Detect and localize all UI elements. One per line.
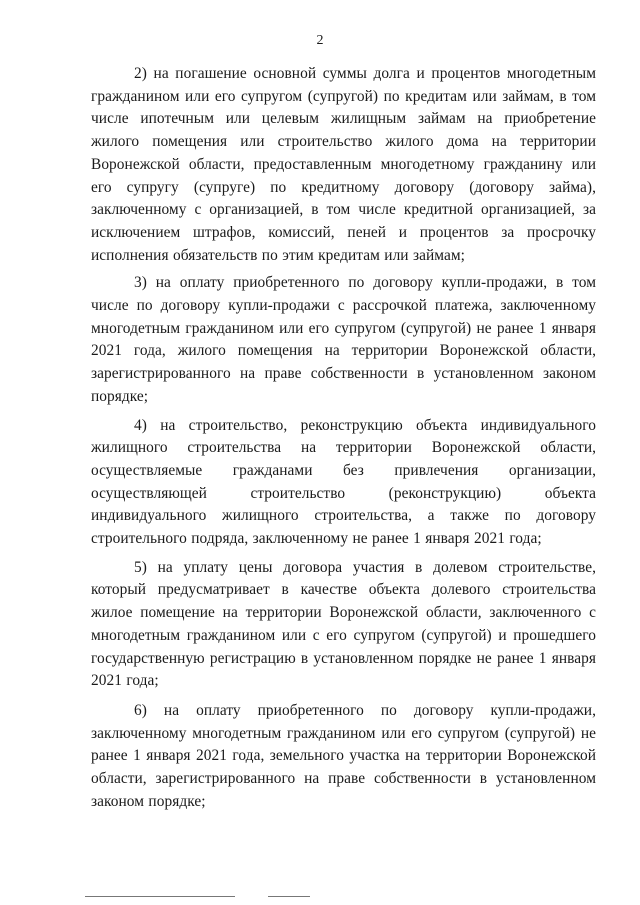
paragraph-item-4: 4) на строительство, реконструкцию объекта индивидуального жилищного строительства на территории Воронежской области, осуществляемые гражданами без привлечения организации, осуществляющей строительство (реконструкцию) объекта индивидуального жилищного строительства, а также по договору строительного подряда, заключенному не ранее 1 января 2021 года;	[91, 416, 596, 548]
footer-divider-short	[268, 896, 310, 897]
paragraph-item-3: 3) на оплату приобретенного по договору купли-продажи, в том числе по договору купли-продажи с рассрочкой платежа, заключенному многодетным гражданином или его супругом (супругой) не ранее 1 января 2021 года, жилого помещения на территории Воронежской области, зарегистрированного на праве собственности в установленном законом порядке;	[91, 274, 596, 405]
footer-divider	[85, 896, 235, 897]
paragraph-item-2: 2) на погашение основной суммы долга и процентов многодетным гражданином или его супругом (супругой) по кредитам или займам, в том числе ипотечным или целевым жилищным займам на приобретение жилого помещения или строительство жилого дома на территории Воронежской области, предоставленным многодетному гражданину или его супругу (супруге) по кредитному договору (договору займа), заключенному с организацией, в том числе кредитной организацией, за исключением штрафов, комиссий, пеней и процентов за просрочку исполнения обязательств по этим кредитам или займам;	[91, 65, 596, 264]
page-number: 2	[316, 33, 324, 48]
paragraph-item-6: 6) на оплату приобретенного по договору купли-продажи, заключенному многодетным гражданином или его супругом (супругой) не ранее 1 января 2021 года, земельного участка на территории Воронежской области, зарегистрированного на праве собственности в установленном законом порядке;	[91, 701, 596, 810]
paragraph-item-5: 5) на уплату цены договора участия в долевом строительстве, который предусматривает в качестве объекта долевого строительства жилое помещение на территории Воронежской области, заключенного с многодетным гражданином или с его супругом (супругой) и прошедшего государственную регистрацию в установленном порядке не ранее 1 января 2021 года;	[91, 558, 596, 690]
document-body	[91, 63, 596, 814]
